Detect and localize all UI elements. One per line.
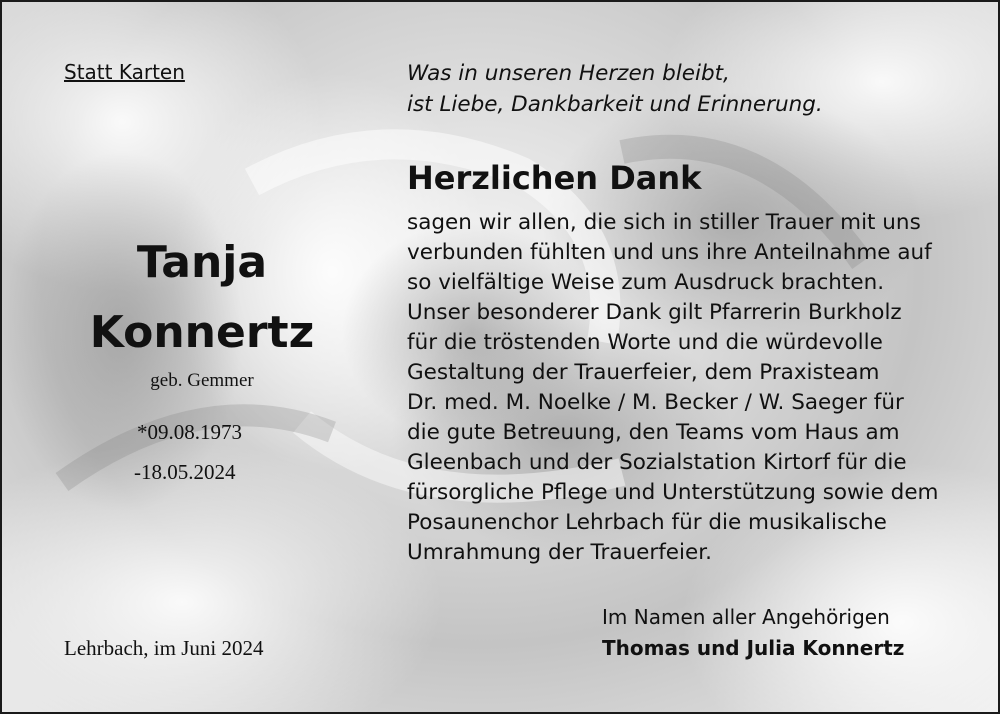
thanks-line: Gestaltung der Trauerfeier, dem Praxisteam (407, 360, 880, 385)
place-and-date: Lehrbach, im Juni 2024 (64, 636, 264, 660)
on-behalf-line: Im Namen aller Angehörigen (602, 605, 890, 629)
quote-line-2: ist Liebe, Dankbarkeit und Erinnerung. (407, 92, 823, 117)
thanks-line: Umrahmung der Trauerfeier. (407, 540, 712, 565)
thanks-line: so vielfältige Weise zum Ausdruck brachten. (407, 270, 885, 295)
death-date: ‐18.05.2024 (134, 460, 236, 484)
thanks-line: verbunden fühlten und uns ihre Anteilnahme auf (407, 240, 932, 265)
birth-date: *09.08.1973 (137, 420, 242, 444)
thanks-line: Gleenbach und der Sozialstation Kirtorf für die (407, 450, 907, 475)
deceased-first-name: Tanja (136, 237, 268, 288)
statt-karten-label: Statt Karten (64, 60, 185, 84)
birth-name: geb. Gemmer (150, 370, 254, 391)
memorial-quote (407, 58, 823, 120)
thanks-line: Unser besonderer Dank gilt Pfarrerin Burkholz (407, 300, 902, 325)
deceased-last-name: Konnertz (89, 307, 315, 358)
thanks-heading: Herzlichen Dank (407, 159, 702, 197)
quote-line-1: Was in unseren Herzen bleibt, (407, 61, 730, 86)
thanks-line: für die tröstenden Worte und die würdevolle (407, 330, 883, 355)
thanks-line: die gute Betreuung, den Teams vom Haus am (407, 420, 900, 445)
thanks-line: Dr. med. M. Noelke / M. Becker / W. Saeger für (407, 390, 904, 415)
thanks-line: Posaunenchor Lehrbach für die musikalische (407, 510, 887, 535)
thanks-text (407, 208, 967, 568)
signers: Thomas und Julia Konnertz (602, 636, 905, 660)
thanks-line: sagen wir allen, die sich in stiller Trauer mit uns (407, 210, 921, 235)
thanks-line: fürsorgliche Pflege und Unterstützung sowie dem (407, 480, 939, 505)
